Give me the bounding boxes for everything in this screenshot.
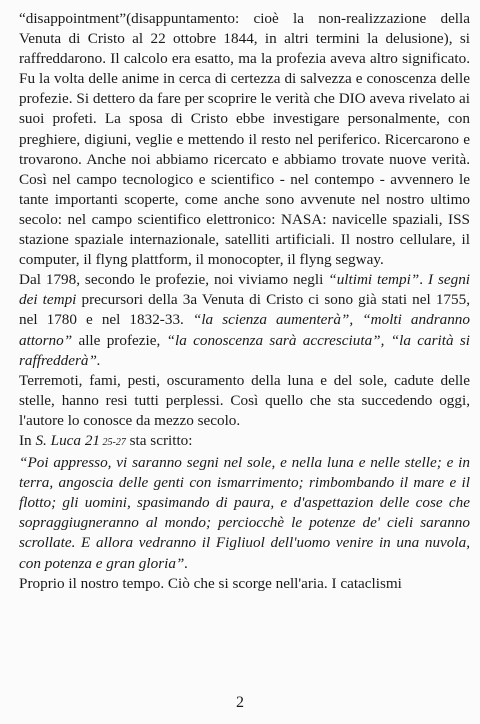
body-text	[19, 9, 470, 594]
text-run: Dal 1798, secondo le profezie, noi viviamo negli	[19, 271, 329, 289]
quote-ultimi-tempi: “ultimi tempi”	[328, 271, 420, 289]
quote-scienza: “la scienza aumenterà”, “molti andranno attorno”	[19, 311, 470, 349]
verse-range: 25-27	[100, 436, 126, 448]
paragraph-4	[19, 431, 470, 453]
text-run: .	[419, 271, 428, 289]
text-run: precursori della 3a Venuta di Cristo ci sono già stati nel 1755, nel 1780 e nel 1832-33.	[19, 291, 471, 329]
text-run: alle profezie,	[72, 331, 167, 349]
scripture-quote: “Poi appresso, vi saranno segni nel sole, e nella luna e nelle stelle; e in terra, angoscia delle genti con ismarrimento; rimbombando il mare e il flotto; gli uomini, spasimando di paura, e d'aspettazion delle cose che sopraggiugneranno al mondo; perciocchè le potenze de' cieli saranno scrollate. E allora vedranno il Figliuol dell'uomo venire in una nuvola, con potenza e gran gloria”.	[19, 454, 470, 572]
page-number: 2	[236, 694, 244, 711]
paragraph-1: “disappointment”(disappuntamento: cioè la non-realizzazione della Venuta di Cristo al 22 ottobre 1844, in altri termini la delusione), si raffreddarono. Il calcolo era esatto, ma la profezia aveva altro significato. Fu la volta delle anime in cerca di certezza di salvezza e conoscenza delle profezie. Si dettero da fare per scoprire le verità che DIO aveva rivelato ai suoi profeti. La sposa di Cristo ebbe investigare personalmente, con preghiere, digiuni, veglie e mettendo il resto nel periferico. Ricercarono e trovarono. Anche noi abbiamo ricercato e abbiamo trovate nuove verità. Così nel campo tecnologico e scientifico - nel contempo - avvennero le tante importanti scoperte, come anche sono avvenute nel nostro ultimo secolo: nel campo scientifico elettronico: NASA: navicelle spaziali, ISS stazione spaziale internazionale, satelliti artificiali. Il nostro cellulare, il computer, il flyng plattform, il monocopter, il flyng segway.	[19, 10, 470, 269]
text-run: sta scritto:	[125, 431, 193, 449]
paragraph-6: Proprio il nostro tempo. Ciò che si scorge nell'aria. I cataclismi	[19, 574, 402, 592]
segni-dei-tempi: I segni dei tempi	[19, 271, 471, 309]
paragraph-2	[19, 270, 470, 370]
paragraph-3: Terremoti, fami, pesti, oscuramento della luna e del sole, cadute delle stelle, hanno resi tutti perplessi. Così quello che sta succedendo oggi, l'autore lo conosce da mezzo secolo.	[19, 371, 470, 429]
text-run: In	[19, 431, 36, 449]
quote-conoscenza: “la conoscenza sarà accresciuta”, “la carità si raffredderà”.	[19, 331, 470, 369]
scripture-reference: S. Luca 21	[35, 431, 100, 449]
